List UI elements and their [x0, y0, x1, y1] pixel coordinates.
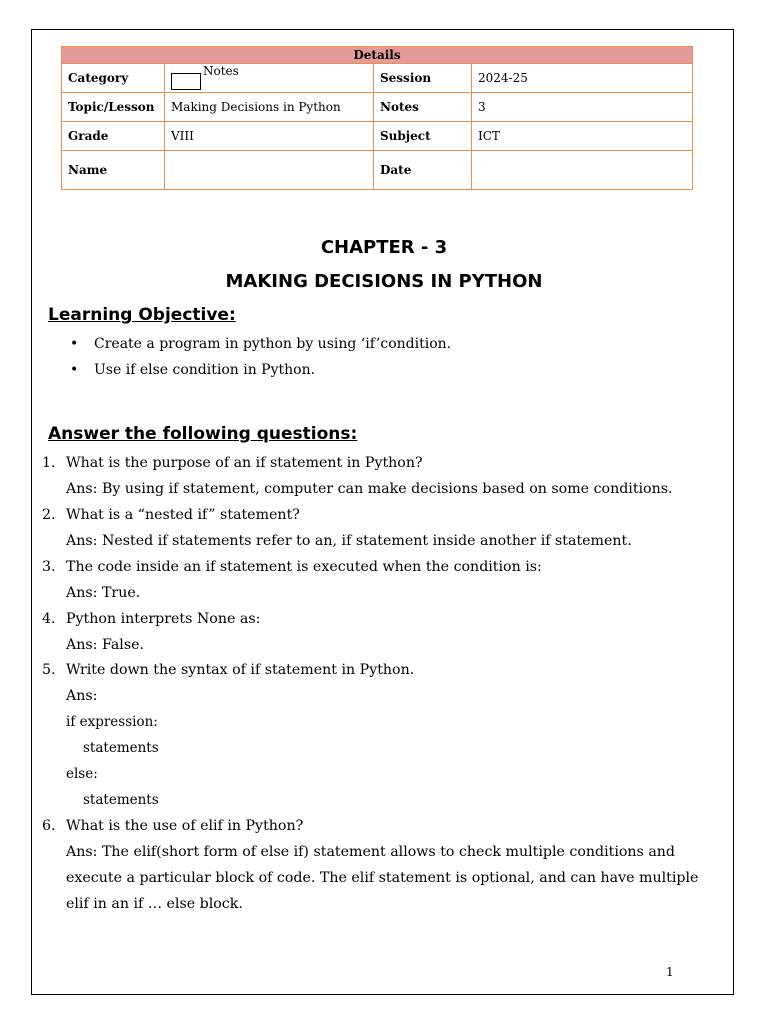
question-text: What is a “nested if” statement? [66, 507, 300, 523]
question-number: 1. [42, 455, 56, 471]
date-label: Date [374, 151, 472, 190]
answer-5: Ans: [66, 688, 98, 704]
objective-item [70, 336, 451, 352]
bullet-icon: • [70, 336, 79, 352]
answer-6-line-1: Ans: The elif(short form of else if) statement allows to check multiple conditions and [66, 844, 676, 860]
grade-label: Grade [62, 122, 165, 151]
subject-label: Subject [374, 122, 472, 151]
question-number: 2. [42, 507, 56, 523]
category-label: Category [62, 64, 165, 93]
objective-heading: Learning Objective: [48, 305, 236, 325]
session-label: Session [374, 64, 472, 93]
subject-value: ICT [472, 122, 693, 151]
objective-text: Use if else condition in Python. [94, 362, 316, 378]
grade-value: VIII [165, 122, 374, 151]
category-value: Notes [203, 64, 239, 78]
answer-2: Ans: Nested if statements refer to an, if statement inside another if statement. [66, 533, 632, 549]
question-text: What is the purpose of an if statement in Python? [66, 455, 423, 471]
details-table [61, 46, 693, 190]
topic-label: Topic/Lesson [62, 93, 165, 122]
question-number: 6. [42, 818, 56, 834]
objective-text: Create a program in python by using ‘if’condition. [94, 336, 452, 352]
name-label: Name [62, 151, 165, 190]
question-text: What is the use of elif in Python? [66, 818, 304, 834]
question-number: 5. [42, 662, 56, 678]
code-line: statements [83, 740, 159, 756]
session-value: 2024-25 [472, 64, 693, 93]
question-number: 3. [42, 559, 56, 575]
objective-item [70, 362, 315, 378]
chapter-number: CHAPTER - 3 [320, 237, 448, 258]
details-header: Details [62, 47, 693, 64]
answer-6-line-2: execute a particular block of code. The elif statement is optional, and can have multiple [66, 870, 699, 886]
page-number: 1 [666, 965, 674, 979]
questions-heading: Answer the following questions: [48, 424, 358, 444]
topic-value: Making Decisions in Python [165, 93, 374, 122]
question-text: Write down the syntax of if statement in Python. [66, 662, 415, 678]
question-number: 4. [42, 611, 56, 627]
date-field[interactable] [472, 151, 693, 190]
name-field[interactable] [165, 151, 374, 190]
code-line: else: [66, 766, 98, 782]
question-text: The code inside an if statement is executed when the condition is: [66, 559, 542, 575]
category-checkbox[interactable] [171, 73, 201, 90]
bullet-icon: • [70, 362, 79, 378]
category-cell [165, 64, 374, 93]
answer-1: Ans: By using if statement, computer can make decisions based on some conditions. [66, 481, 673, 497]
answer-4: Ans: False. [66, 637, 145, 653]
question-text: Python interprets None as: [66, 611, 261, 627]
code-line: if expression: [66, 714, 158, 730]
notes-label: Notes [374, 93, 472, 122]
chapter-title: MAKING DECISIONS IN PYTHON [225, 271, 543, 292]
notes-value: 3 [472, 93, 693, 122]
answer-6-line-3: elif in an if … else block. [66, 896, 243, 912]
answer-3: Ans: True. [66, 585, 141, 601]
code-line: statements [83, 792, 159, 808]
